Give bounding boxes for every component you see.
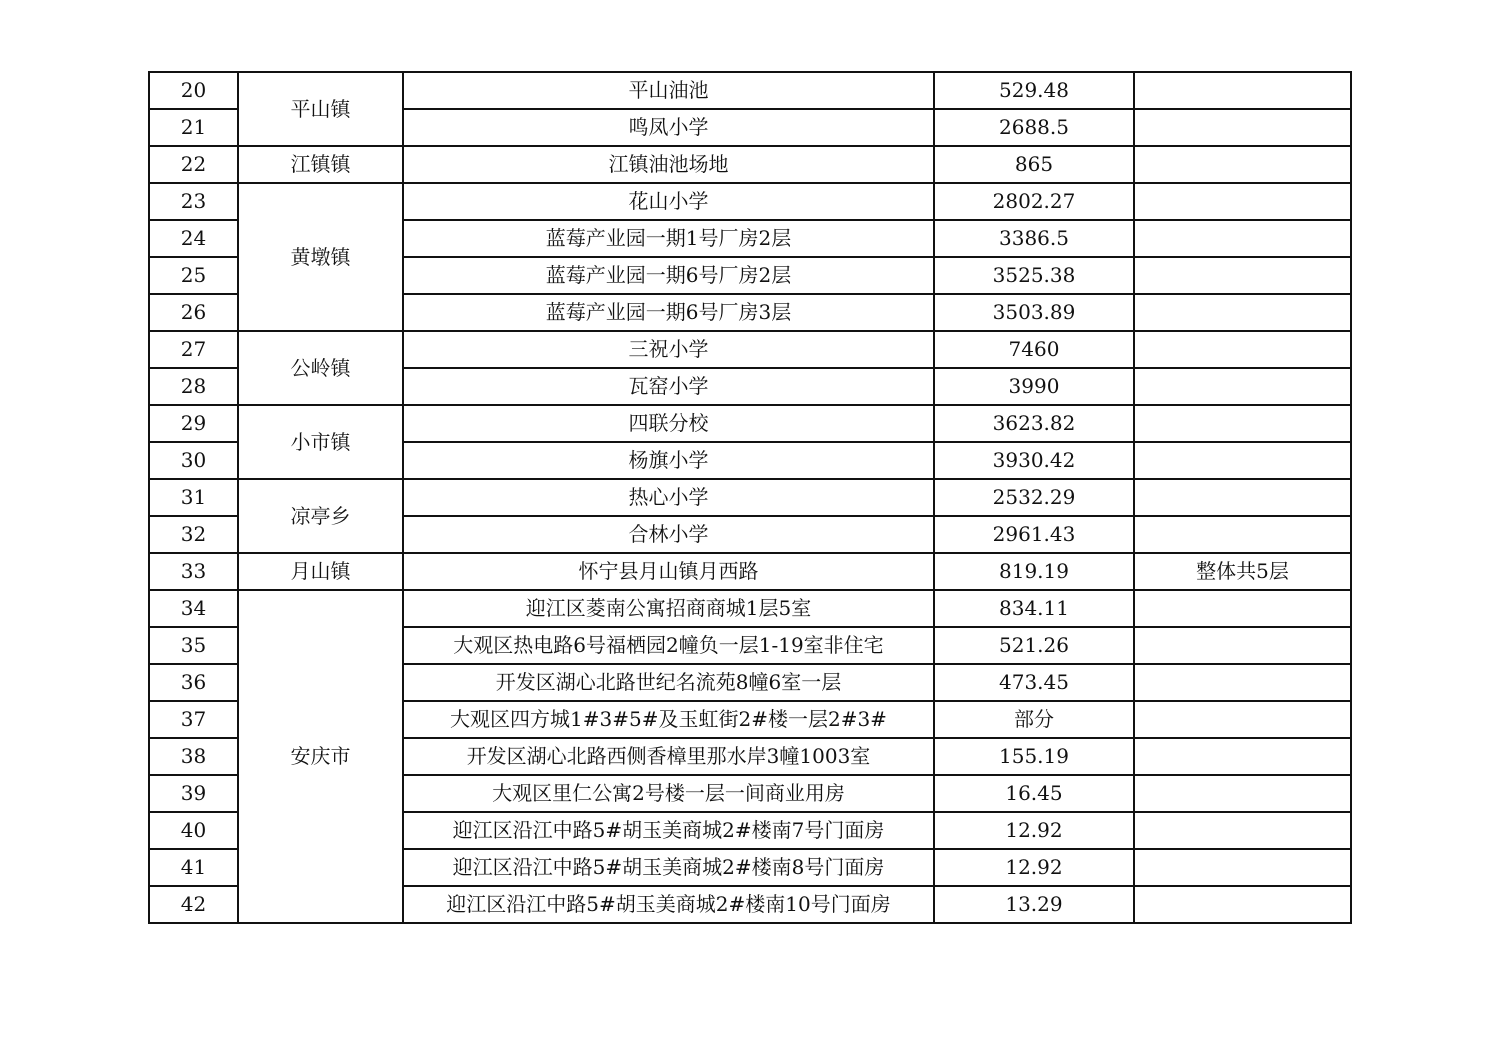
table-row <box>149 590 1351 627</box>
note-cell <box>1134 405 1351 442</box>
row-number-cell: 30 <box>149 442 238 479</box>
row-number-cell: 42 <box>149 886 238 923</box>
area-cell: 3623.82 <box>934 405 1134 442</box>
location-name-cell: 合林小学 <box>403 516 934 553</box>
town-cell: 凉亭乡 <box>238 479 403 553</box>
note-cell <box>1134 257 1351 294</box>
area-cell: 473.45 <box>934 664 1134 701</box>
note-cell <box>1134 590 1351 627</box>
row-number-cell: 40 <box>149 812 238 849</box>
area-cell: 155.19 <box>934 738 1134 775</box>
row-number-cell: 22 <box>149 146 238 183</box>
town-cell: 黄墩镇 <box>238 183 403 331</box>
note-cell: 整体共5层 <box>1134 553 1351 590</box>
location-name-cell: 开发区湖心北路西侧香樟里那水岸3幢1003室 <box>403 738 934 775</box>
area-cell: 12.92 <box>934 812 1134 849</box>
row-number-cell: 21 <box>149 109 238 146</box>
area-cell: 3525.38 <box>934 257 1134 294</box>
table-body <box>149 72 1351 923</box>
note-cell <box>1134 812 1351 849</box>
note-cell <box>1134 368 1351 405</box>
area-cell: 13.29 <box>934 886 1134 923</box>
row-number-cell: 41 <box>149 849 238 886</box>
area-cell: 3386.5 <box>934 220 1134 257</box>
town-cell: 小市镇 <box>238 405 403 479</box>
area-cell: 529.48 <box>934 72 1134 109</box>
location-name-cell: 迎江区沿江中路5#胡玉美商城2#楼南10号门面房 <box>403 886 934 923</box>
row-number-cell: 36 <box>149 664 238 701</box>
area-cell: 2802.27 <box>934 183 1134 220</box>
row-number-cell: 28 <box>149 368 238 405</box>
table-row <box>149 72 1351 109</box>
area-cell: 865 <box>934 146 1134 183</box>
note-cell <box>1134 627 1351 664</box>
location-name-cell: 四联分校 <box>403 405 934 442</box>
note-cell <box>1134 775 1351 812</box>
location-name-cell: 热心小学 <box>403 479 934 516</box>
property-table <box>148 71 1352 924</box>
table-row <box>149 331 1351 368</box>
row-number-cell: 37 <box>149 701 238 738</box>
area-cell: 834.11 <box>934 590 1134 627</box>
row-number-cell: 23 <box>149 183 238 220</box>
area-cell: 部分 <box>934 701 1134 738</box>
town-cell: 月山镇 <box>238 553 403 590</box>
town-cell: 平山镇 <box>238 72 403 146</box>
table-row <box>149 405 1351 442</box>
row-number-cell: 35 <box>149 627 238 664</box>
area-cell: 521.26 <box>934 627 1134 664</box>
note-cell <box>1134 886 1351 923</box>
note-cell <box>1134 664 1351 701</box>
note-cell <box>1134 331 1351 368</box>
location-name-cell: 开发区湖心北路世纪名流苑8幢6室一层 <box>403 664 934 701</box>
area-cell: 16.45 <box>934 775 1134 812</box>
location-name-cell: 平山油池 <box>403 72 934 109</box>
note-cell <box>1134 294 1351 331</box>
area-cell: 3503.89 <box>934 294 1134 331</box>
note-cell <box>1134 701 1351 738</box>
note-cell <box>1134 442 1351 479</box>
area-cell: 2961.43 <box>934 516 1134 553</box>
note-cell <box>1134 183 1351 220</box>
row-number-cell: 31 <box>149 479 238 516</box>
table-row <box>149 146 1351 183</box>
area-cell: 3990 <box>934 368 1134 405</box>
town-cell: 安庆市 <box>238 590 403 923</box>
table-row <box>149 479 1351 516</box>
area-cell: 2532.29 <box>934 479 1134 516</box>
location-name-cell: 迎江区沿江中路5#胡玉美商城2#楼南8号门面房 <box>403 849 934 886</box>
town-cell: 江镇镇 <box>238 146 403 183</box>
location-name-cell: 杨旗小学 <box>403 442 934 479</box>
location-name-cell: 蓝莓产业园一期1号厂房2层 <box>403 220 934 257</box>
town-cell: 公岭镇 <box>238 331 403 405</box>
note-cell <box>1134 109 1351 146</box>
area-cell: 819.19 <box>934 553 1134 590</box>
location-name-cell: 大观区热电路6号福栖园2幢负一层1-19室非住宅 <box>403 627 934 664</box>
row-number-cell: 24 <box>149 220 238 257</box>
location-name-cell: 江镇油池场地 <box>403 146 934 183</box>
location-name-cell: 怀宁县月山镇月西路 <box>403 553 934 590</box>
location-name-cell: 花山小学 <box>403 183 934 220</box>
area-cell: 12.92 <box>934 849 1134 886</box>
note-cell <box>1134 146 1351 183</box>
area-cell: 7460 <box>934 331 1134 368</box>
area-cell: 2688.5 <box>934 109 1134 146</box>
row-number-cell: 29 <box>149 405 238 442</box>
table-row <box>149 183 1351 220</box>
row-number-cell: 33 <box>149 553 238 590</box>
note-cell <box>1134 72 1351 109</box>
location-name-cell: 三祝小学 <box>403 331 934 368</box>
location-name-cell: 鸣凤小学 <box>403 109 934 146</box>
row-number-cell: 38 <box>149 738 238 775</box>
row-number-cell: 27 <box>149 331 238 368</box>
row-number-cell: 32 <box>149 516 238 553</box>
location-name-cell: 迎江区沿江中路5#胡玉美商城2#楼南7号门面房 <box>403 812 934 849</box>
row-number-cell: 34 <box>149 590 238 627</box>
note-cell <box>1134 516 1351 553</box>
note-cell <box>1134 220 1351 257</box>
note-cell <box>1134 738 1351 775</box>
row-number-cell: 25 <box>149 257 238 294</box>
location-name-cell: 迎江区菱南公寓招商商城1层5室 <box>403 590 934 627</box>
row-number-cell: 39 <box>149 775 238 812</box>
row-number-cell: 26 <box>149 294 238 331</box>
location-name-cell: 蓝莓产业园一期6号厂房3层 <box>403 294 934 331</box>
location-name-cell: 大观区四方城1#3#5#及玉虹街2#楼一层2#3# <box>403 701 934 738</box>
row-number-cell: 20 <box>149 72 238 109</box>
note-cell <box>1134 479 1351 516</box>
location-name-cell: 蓝莓产业园一期6号厂房2层 <box>403 257 934 294</box>
location-name-cell: 瓦窑小学 <box>403 368 934 405</box>
table-row <box>149 553 1351 590</box>
note-cell <box>1134 849 1351 886</box>
area-cell: 3930.42 <box>934 442 1134 479</box>
location-name-cell: 大观区里仁公寓2号楼一层一间商业用房 <box>403 775 934 812</box>
